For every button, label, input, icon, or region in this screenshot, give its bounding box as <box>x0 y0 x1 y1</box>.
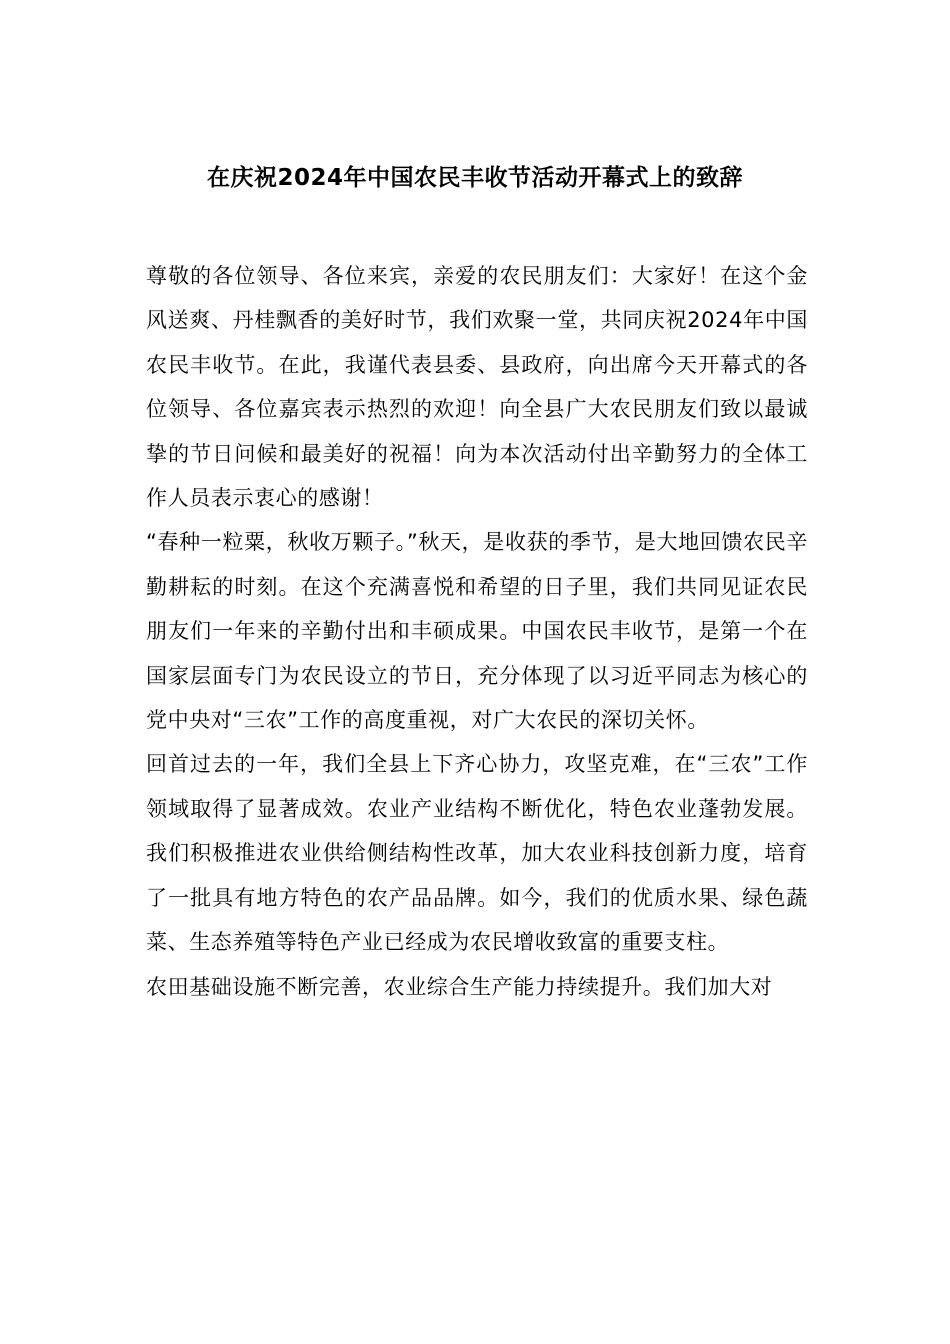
document-title: 在庆祝2024年中国农民丰收节活动开幕式上的致辞 <box>206 165 743 191</box>
paragraph-greeting: 尊敬的各位领导、各位来宾，亲爱的农民朋友们：大家好！在这个金风送爽、丹桂飘香的美好时节，我们欢聚一堂，共同庆祝2024年中国农民丰收节。在此，我谨代表县委、县政府，向出席今天开幕式的各位领导、各位嘉宾表示热烈的欢迎！向全县广大农民朋友们致以最诚挚的节日问候和最美好的祝福！向为本次活动付出辛勤努力的全体工作人员表示衷心的感谢！ <box>146 264 808 511</box>
paragraph-infrastructure: 农田基础设施不断完善，农业综合生产能力持续提升。我们加大对 <box>146 974 773 999</box>
paragraph-harvest-season: “春种一粒粟，秋收万颗子。”秋天，是收获的季节，是大地回馈农民辛勤耕耘的时刻。在这个充满喜悦和希望的日子里，我们共同见证农民朋友们一年来的辛勤付出和丰硕成果。中国农民丰收节，是第一个在国家层面专门为农民设立的节日，充分体现了以习近平同志为核心的党中央对“三农”工作的高度重视，对广大农民的深切关怀。 <box>146 530 808 733</box>
paragraph-achievements: 回首过去的一年，我们全县上下齐心协力，攻坚克难，在“三农”工作领域取得了显著成效。农业产业结构不断优化，特色农业蓬勃发展。我们积极推进农业供给侧结构性改革，加大农业科技创新力度，培育了一批具有地方特色的农产品品牌。如今，我们的优质水果、绿色蔬菜、生态养殖等特色产业已经成为农民增收致富的重要支柱。 <box>146 752 808 955</box>
document-body <box>146 254 808 1009</box>
